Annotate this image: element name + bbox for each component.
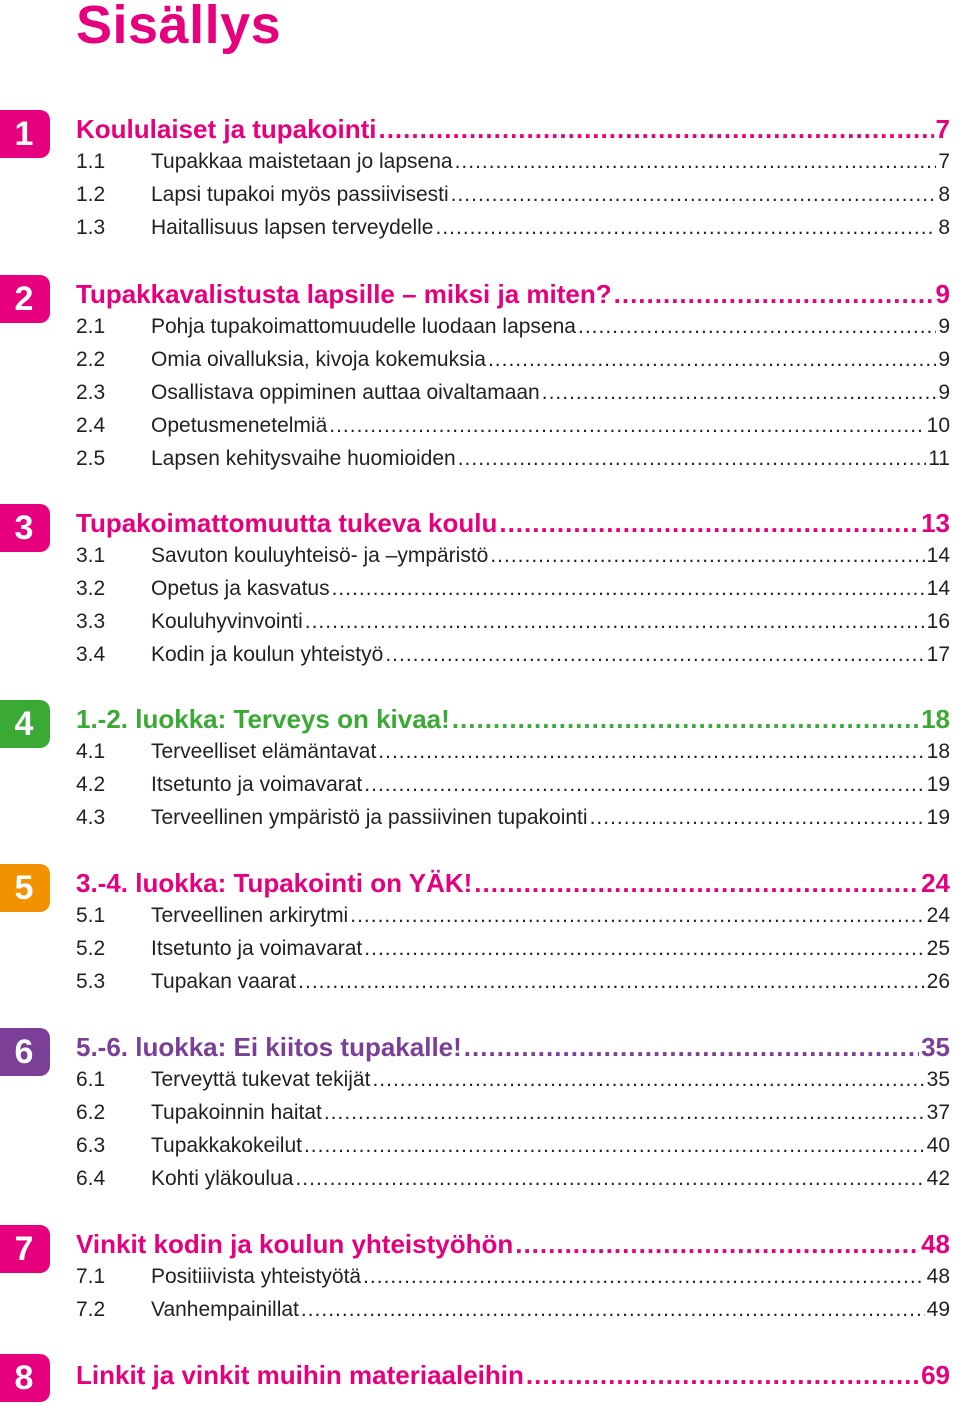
section-number-badge: 7 (0, 1225, 50, 1273)
entry-title: Osallistava oppiminen auttaa oivaltamaan (151, 381, 540, 404)
dot-leader (614, 279, 934, 310)
entry-number: 5.3 (76, 970, 106, 993)
toc-entry[interactable] (76, 1298, 950, 1328)
toc-entry[interactable] (76, 773, 950, 803)
entry-number: 2.5 (76, 447, 106, 470)
section-number-badge: 5 (0, 864, 50, 912)
toc-chapter-heading[interactable] (76, 114, 950, 148)
entry-title: Itsetunto ja voimavarat (151, 937, 363, 960)
entry-page: 10 (926, 414, 950, 437)
entry-title: Opetusmenetelmiä (151, 414, 328, 437)
entry-page: 40 (926, 1134, 950, 1157)
entry-page: 17 (926, 643, 950, 666)
dot-leader (515, 1229, 919, 1260)
entry-page: 9 (938, 348, 950, 371)
entry-page: 26 (926, 970, 950, 993)
chapter-title: Tupakkavalistusta lapsille – miksi ja miten? (76, 279, 612, 309)
dot-leader (526, 1360, 919, 1391)
toc-entry[interactable] (76, 904, 950, 934)
entry-page: 48 (926, 1265, 950, 1288)
toc-entry[interactable] (76, 1101, 950, 1131)
entry-title: Omia oivalluksia, kivoja kokemuksia (151, 348, 486, 371)
entry-page: 37 (926, 1101, 950, 1124)
entry-title: Kouluhyvinvointi (151, 610, 303, 633)
entry-number: 7.1 (76, 1265, 106, 1288)
dot-leader (364, 937, 924, 961)
page-title: Sisällys (76, 0, 282, 55)
entry-title: Savuton kouluyhteisö- ja –ympäristö (151, 544, 489, 567)
dot-leader (542, 381, 937, 405)
entry-number: 7.2 (76, 1298, 106, 1321)
dot-leader (590, 806, 925, 830)
section-number-badge: 3 (0, 504, 50, 552)
entry-number: 2.2 (76, 348, 106, 371)
entry-number: 4.1 (76, 740, 106, 763)
entry-number: 3.4 (76, 643, 106, 666)
entry-number: 3.3 (76, 610, 106, 633)
toc-entry[interactable] (76, 183, 950, 213)
toc-entry[interactable] (76, 544, 950, 574)
entry-title: Lapsi tupakoi myös passiivisesti (151, 183, 449, 206)
chapter-title: 5.-6. luokka: Ei kiitos tupakalle! (76, 1032, 462, 1062)
toc-entry[interactable] (76, 806, 950, 836)
entry-title: Itsetunto ja voimavarat (151, 773, 363, 796)
dot-leader (378, 740, 924, 764)
entry-title: Tupakan vaarat (151, 970, 297, 993)
dot-leader (304, 1134, 925, 1158)
dot-leader (372, 1068, 924, 1092)
entry-number: 2.4 (76, 414, 106, 437)
toc-entry[interactable] (76, 1167, 950, 1197)
dot-leader (350, 904, 924, 928)
entry-title: Terveelliset elämäntavat (151, 740, 377, 763)
entry-page: 11 (928, 447, 950, 470)
toc-entry[interactable] (76, 740, 950, 770)
entry-page: 9 (938, 381, 950, 404)
toc-chapter-heading[interactable] (76, 704, 950, 738)
chapter-page: 7 (935, 114, 950, 144)
entry-number: 1.1 (76, 150, 106, 173)
entry-number: 5.2 (76, 937, 106, 960)
entry-title: Haitallisuus lapsen terveydelle (151, 216, 434, 239)
entry-title: Pohja tupakoimattomuudelle luodaan lapsena (151, 315, 576, 338)
entry-page: 14 (926, 577, 950, 600)
entry-number: 1.3 (76, 216, 106, 239)
chapter-page: 35 (921, 1032, 950, 1062)
toc-entry[interactable] (76, 643, 950, 673)
entry-number: 6.1 (76, 1068, 106, 1091)
entry-number: 6.4 (76, 1167, 106, 1190)
chapter-page: 24 (921, 868, 950, 898)
dot-leader (488, 348, 936, 372)
entry-number: 4.3 (76, 806, 106, 829)
toc-entry[interactable] (76, 447, 950, 477)
entry-page: 9 (938, 315, 950, 338)
dot-leader (301, 1298, 925, 1322)
dot-leader (385, 643, 924, 667)
chapter-page: 18 (921, 704, 950, 734)
entry-number: 5.1 (76, 904, 106, 927)
chapter-page: 48 (921, 1229, 950, 1259)
dot-leader (436, 216, 937, 240)
toc-chapter-heading[interactable] (76, 508, 950, 542)
toc-entry[interactable] (76, 216, 950, 246)
toc-entry[interactable] (76, 610, 950, 640)
entry-title: Positiiivista yhteistyötä (151, 1265, 362, 1288)
chapter-title: Linkit ja vinkit muihin materiaaleihin (76, 1360, 524, 1390)
toc-chapter-heading[interactable] (76, 1032, 950, 1066)
section-number-badge: 8 (0, 1354, 50, 1402)
entry-page: 35 (926, 1068, 950, 1091)
entry-number: 3.1 (76, 544, 106, 567)
entry-page: 25 (926, 937, 950, 960)
dot-leader (474, 868, 919, 899)
toc-entry[interactable] (76, 1068, 950, 1098)
section-number-badge: 1 (0, 110, 50, 158)
section-number-badge: 2 (0, 275, 50, 323)
toc-entry[interactable] (76, 315, 950, 345)
entry-page: 18 (926, 740, 950, 763)
chapter-title: Koululaiset ja tupakointi (76, 114, 377, 144)
dot-leader (329, 414, 924, 438)
entry-number: 6.3 (76, 1134, 106, 1157)
toc-chapter-heading[interactable] (76, 279, 950, 313)
entry-page: 19 (926, 806, 950, 829)
dot-leader (305, 610, 925, 634)
section-number-badge: 4 (0, 700, 50, 748)
dot-leader (363, 1265, 925, 1289)
toc-entry[interactable] (76, 937, 950, 967)
toc-chapter-heading[interactable] (76, 1360, 950, 1394)
chapter-title: Vinkit kodin ja koulun yhteistyöhön (76, 1229, 514, 1259)
entry-title: Opetus ja kasvatus (151, 577, 330, 600)
entry-number: 3.2 (76, 577, 106, 600)
entry-title: Lapsen kehitysvaihe huomioiden (151, 447, 456, 470)
dot-leader (578, 315, 936, 339)
chapter-page: 13 (921, 508, 950, 538)
dot-leader (458, 447, 926, 471)
toc-entry[interactable] (76, 1265, 950, 1295)
entry-page: 19 (926, 773, 950, 796)
toc-entry[interactable] (76, 414, 950, 444)
entry-title: Terveellinen ympäristö ja passiivinen tupakointi (151, 806, 588, 829)
toc-chapter-heading[interactable] (76, 868, 950, 902)
dot-leader (364, 773, 924, 797)
entry-page: 14 (926, 544, 950, 567)
entry-page: 49 (926, 1298, 950, 1321)
entry-page: 42 (926, 1167, 950, 1190)
entry-number: 2.3 (76, 381, 106, 404)
entry-page: 7 (938, 150, 950, 173)
entry-title: Terveellinen arkirytmi (151, 904, 349, 927)
entry-page: 24 (926, 904, 950, 927)
entry-title: Tupakkakokeilut (151, 1134, 302, 1157)
toc-entry[interactable] (76, 1134, 950, 1164)
toc-entry[interactable] (76, 348, 950, 378)
toc-entry[interactable] (76, 970, 950, 1000)
entry-page: 8 (938, 216, 950, 239)
dot-leader (298, 970, 924, 994)
entry-number: 4.2 (76, 773, 106, 796)
entry-title: Terveyttä tukevat tekijät (151, 1068, 371, 1091)
entry-title: Kodin ja koulun yhteistyö (151, 643, 384, 666)
dot-leader (499, 508, 919, 539)
dot-leader (332, 577, 925, 601)
chapter-page: 69 (921, 1360, 950, 1390)
dot-leader (295, 1167, 924, 1191)
entry-page: 16 (926, 610, 950, 633)
toc-entry[interactable] (76, 150, 950, 180)
dot-leader (464, 1032, 919, 1063)
entry-title: Tupakoinnin haitat (151, 1101, 322, 1124)
dot-leader (455, 150, 937, 174)
entry-number: 6.2 (76, 1101, 106, 1124)
chapter-title: 3.-4. luokka: Tupakointi on YÄK! (76, 868, 473, 898)
dot-leader (451, 183, 937, 207)
entry-page: 8 (938, 183, 950, 206)
dot-leader (452, 704, 919, 735)
chapter-title: Tupakoimattomuutta tukeva koulu (76, 508, 498, 538)
entry-title: Kohti yläkoulua (151, 1167, 294, 1190)
toc-entry[interactable] (76, 381, 950, 411)
dot-leader (378, 114, 933, 145)
dot-leader (490, 544, 924, 568)
entry-number: 2.1 (76, 315, 106, 338)
chapter-title: 1.-2. luokka: Terveys on kivaa! (76, 704, 450, 734)
entry-title: Tupakkaa maistetaan jo lapsena (151, 150, 453, 173)
chapter-page: 9 (935, 279, 950, 309)
entry-title: Vanhempainillat (151, 1298, 299, 1321)
dot-leader (324, 1101, 925, 1125)
entry-number: 1.2 (76, 183, 106, 206)
section-number-badge: 6 (0, 1028, 50, 1076)
toc-entry[interactable] (76, 577, 950, 607)
toc-chapter-heading[interactable] (76, 1229, 950, 1263)
